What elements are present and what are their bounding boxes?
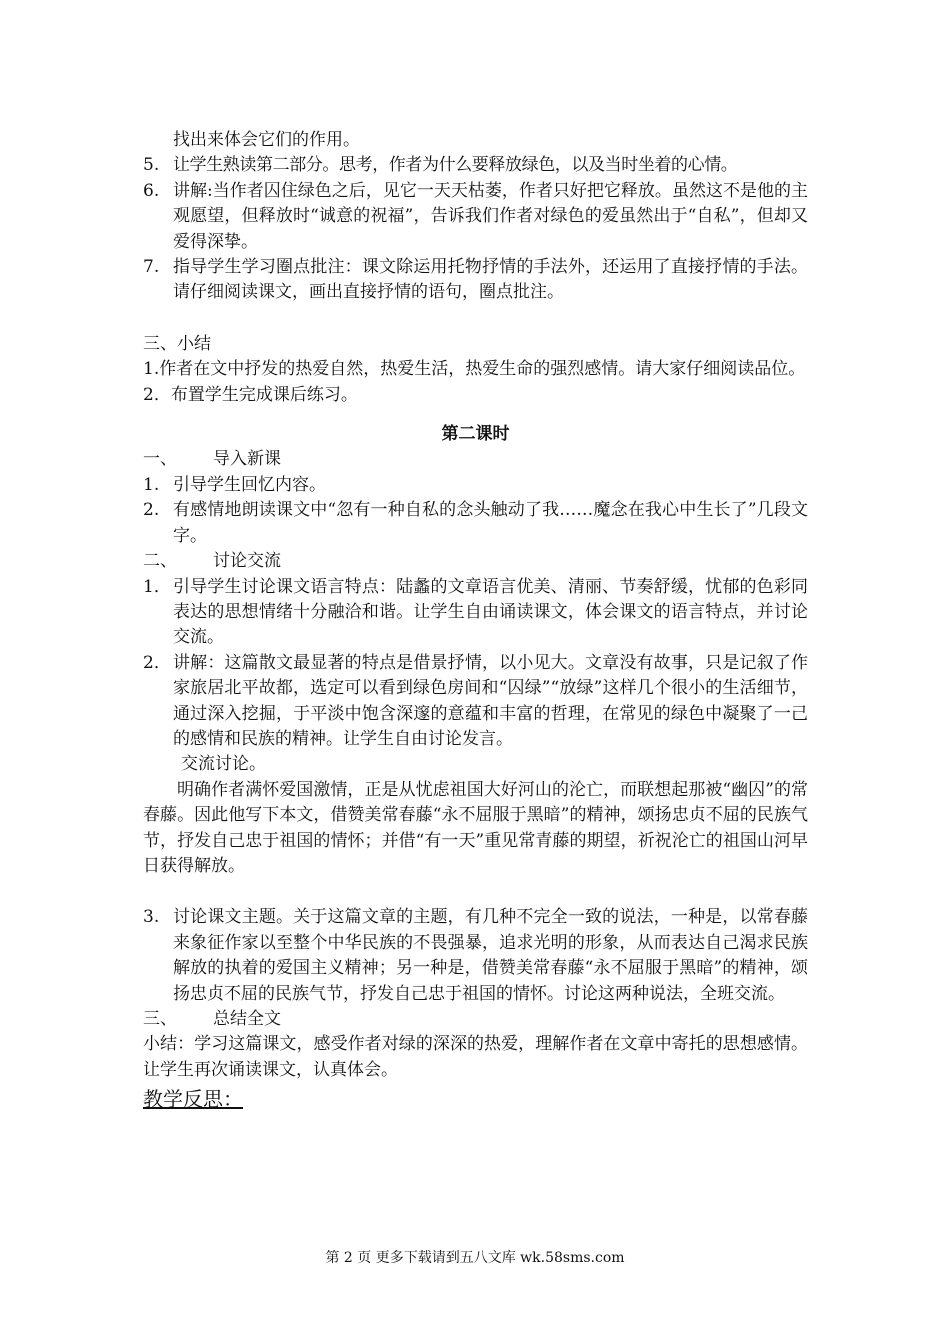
list-number: 7.	[143, 257, 160, 278]
list-text: 让学生熟读第二部分。思考，作者为什么要释放绿色，以及当时坐着的心情。	[173, 155, 738, 176]
list-item-b3	[143, 905, 808, 1007]
list-text: 引导学生讨论课文语言特点：陆蠡的文章语言优美、清丽、节奏舒缓，忧郁的色彩同表达的思想情绪十分融洽和谐。让学生自由诵读课文，体会课文的语言特点，并讨论交流。	[173, 576, 808, 648]
lesson-heading: 第二课时	[441, 424, 510, 445]
list-item-b1	[143, 575, 808, 651]
teaching-reflection-heading: 教学反思：	[143, 1087, 243, 1112]
list-item-continuation: 找出来体会它们的作用。	[173, 130, 360, 150]
section-intro	[143, 447, 808, 472]
list-item-a1	[143, 473, 808, 498]
section-title: 讨论交流	[213, 551, 281, 572]
document-body	[143, 128, 808, 1113]
list-text: 讲解:当作者囚住绿色之后，见它一天天枯萎，作者只好把它释放。虽然这不是他的主观愿望，但释放时“诚意的祝福”，告诉我们作者对绿色的爱虽然出于“自私”，但却又爱得深挚。	[173, 180, 808, 252]
list-text: 有感情地朗读课文中“忽有一种自私的念头触动了我……魔念在我心中生长了”几段文字。	[173, 500, 808, 546]
section-number: 二、	[143, 551, 177, 572]
list-item-a2	[143, 498, 808, 549]
list-item-6	[143, 179, 808, 255]
summary-paragraph-1: 1.作者在文中抒发的热爱自然，热爱生活，热爱生命的强烈感情。请大家仔细阅读品位。	[143, 359, 806, 380]
list-text: 讲解：这篇散文最显著的特点是借景抒情，以小见大。文章没有故事，只是记叙了作家旅居北平故都，选定可以看到绿色房间和“囚绿”“放绿”这样几个很小的生活细节，通过深入挖掘，于平淡中饱含深邃的意蕴和丰富的哲理，在常见的绿色中凝聚了一己的感情和民族的精神。让学生自由讨论发言。	[173, 652, 808, 749]
list-item-b2	[143, 651, 808, 753]
list-number: 2.	[143, 500, 160, 521]
section-number: 一、	[143, 449, 177, 470]
list-item-5	[143, 153, 808, 178]
section-title-summary: 三、小结	[143, 333, 211, 354]
summary-paragraph-2: 2．布置学生完成课后练习。	[143, 384, 358, 405]
list-item-7	[143, 255, 808, 306]
section-number: 三、	[143, 1009, 177, 1029]
list-number: 2．	[143, 652, 171, 673]
section-conclusion	[143, 1007, 808, 1032]
list-number: 1.	[143, 474, 160, 495]
exchange-note: 交流讨论。	[181, 754, 266, 775]
section-title: 总结全文	[213, 1009, 281, 1029]
section-discussion	[143, 549, 808, 574]
conclusion-paragraph: 小结：学习这篇课文，感受作者对绿的深深的热爱，理解作者在文章中寄托的思想感情。让学生再次诵读课文，认真体会。	[143, 1034, 808, 1080]
list-text: 讨论课文主题。关于这篇文章的主题，有几种不完全一致的说法，一种是，以常春藤来象征作家以至整个中华民族的不畏强暴，追求光明的形象，从而表达自己渴求民族解放的执着的爱国主义精神；另一种是，借赞美常春藤“永不屈服于黑暗”的精神，颂扬忠贞不屈的民族气节，抒发自己忠于祖国的情怀。讨论这两种说法，全班交流。	[173, 907, 808, 1004]
list-number: 3.	[143, 907, 160, 928]
section-title: 导入新课	[213, 449, 281, 470]
list-number: 5.	[143, 155, 160, 176]
page-footer: 第 2 页 更多下载请到五八文库 wk.58sms.com	[325, 1250, 625, 1266]
list-text: 引导学生回忆内容。	[173, 474, 326, 495]
list-number: 1．	[143, 576, 171, 597]
list-text: 指导学生学习圈点批注：课文除运用托物抒情的手法外，还运用了直接抒情的手法。请仔细阅读课文，画出直接抒情的语句，圈点批注。	[173, 257, 808, 303]
clarify-paragraph: 明确作者满怀爱国激情，正是从忧虑祖国大好河山的沦亡，而联想起那被“幽囚”的常春藤。因此他写下本文，借赞美常春藤“永不屈服于黑暗”的精神，颂扬忠贞不屈的民族气节，抒发自己忠于祖国的情怀；并借“有一天”重见常青藤的期望，祈祝沦亡的祖国山河早日获得解放。	[143, 779, 808, 876]
list-number: 6.	[143, 180, 160, 201]
